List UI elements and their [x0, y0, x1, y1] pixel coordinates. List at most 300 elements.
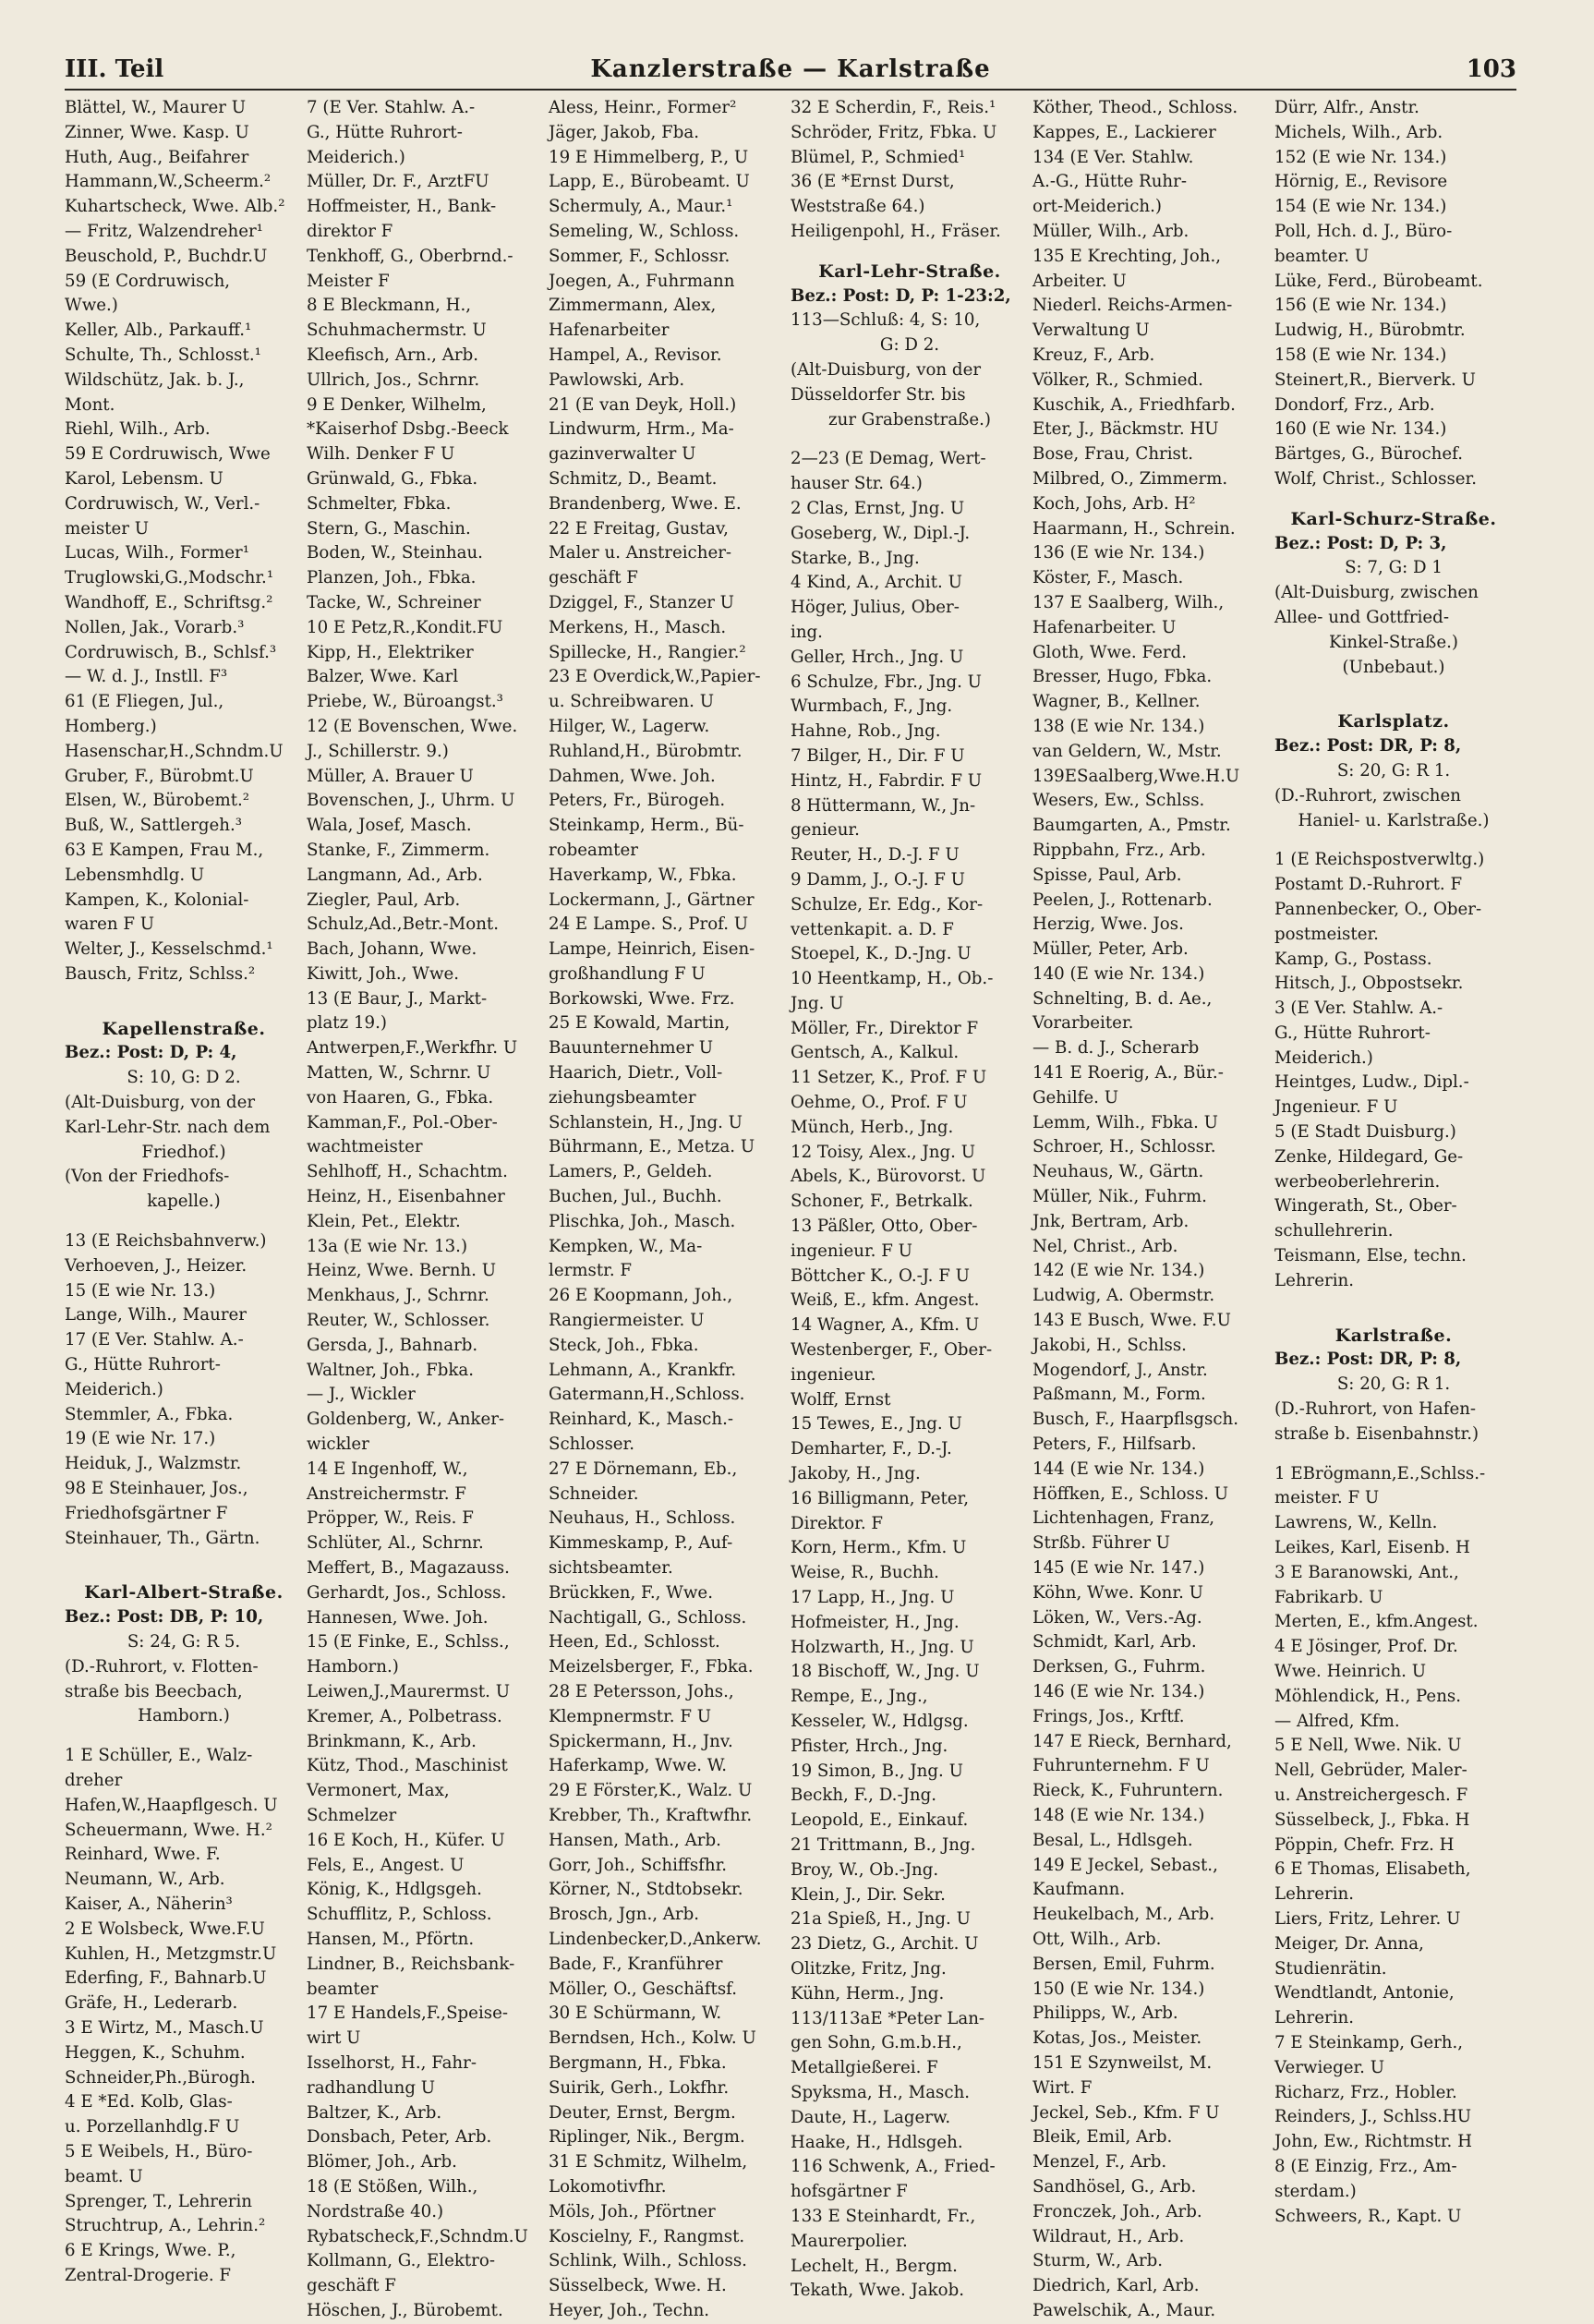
directory-entry: Struchtrup, A., Lehrin.²	[65, 2216, 266, 2236]
directory-entry: 19 E Himmelberg, P., U	[549, 147, 749, 167]
street-heading: Karlsplatz.	[1337, 711, 1450, 732]
directory-entry: Gentsch, A., Kalkul.	[791, 1043, 960, 1063]
directory-entry: Heggen, K., Schuhm.	[65, 2042, 246, 2063]
directory-entry: Spisse, Paul, Arb.	[1032, 865, 1182, 885]
directory-entry: Schnelting, B. d. Ae.,	[1032, 988, 1213, 1009]
directory-entry: 151 E Szynweilst, M.	[1032, 2052, 1213, 2073]
directory-entry: Körner, N., Stdtobsekr.	[549, 1880, 743, 1900]
directory-entry: Wingerath, St., Ober-	[1274, 1196, 1457, 1216]
directory-entry: Isselhorst, H., Fahr-	[307, 2052, 477, 2073]
directory-entry: Schmelter, Fbka.	[307, 493, 452, 514]
directory-entry: Süsselbeck, Wwe. H.	[549, 2276, 727, 2296]
directory-entry: 5 E Nell, Wwe. Nik. U	[1274, 1736, 1462, 1756]
directory-entry: Löken, W., Vers.-Ag.	[1032, 1607, 1202, 1628]
directory-entry: lermstr. F	[549, 1261, 633, 1281]
directory-entry: großhandlung F U	[549, 963, 706, 984]
directory-entry: Steinert,R., Bierverk. U	[1274, 369, 1476, 390]
directory-entry: Spillecke, H., Rangier.²	[549, 642, 746, 662]
directory-entry: Heintges, Ludw., Dipl.-	[1274, 1072, 1469, 1093]
directory-entry: Pöppin, Chefr. Frz. H	[1274, 1834, 1455, 1855]
directory-entry: Steinkamp, Herm., Bü-	[549, 816, 744, 836]
directory-entry: Heukelbach, M., Arb.	[1032, 1905, 1215, 1925]
directory-entry: 17 (E Ver. Stahlw. A.-	[65, 1330, 244, 1350]
directory-entry: Leopold, E., Einkauf.	[791, 1810, 969, 1831]
directory-entry: Bergmann, H., Fbka.	[549, 2052, 727, 2073]
directory-entry: Münch, Herb., Jng.	[791, 1117, 954, 1137]
directory-entry: 145 (E wie Nr. 147.)	[1032, 1558, 1205, 1579]
directory-entry: 16 E Koch, H., Küfer. U	[307, 1830, 505, 1850]
directory-entry: 3 E Baranowski, Ant.,	[1274, 1562, 1459, 1582]
directory-column-6	[1274, 96, 1513, 2229]
directory-entry: 7 Bilger, H., Dir. F U	[791, 745, 965, 766]
directory-entry: 17 Lapp, H., Jng. U	[791, 1588, 955, 1608]
directory-entry: Zinner, Wwe. Kasp. U	[65, 122, 249, 142]
directory-entry: Schulz,Ad.,Betr.-Mont.	[307, 914, 500, 935]
directory-entry: 149 E Jeckel, Sebast.,	[1032, 1855, 1218, 1875]
directory-entry: Gehilfe. U	[1032, 1087, 1119, 1108]
directory-entry: Gatermann,H.,Schloss.	[549, 1385, 745, 1405]
directory-entry: — W. d. J., Instll. F³	[65, 667, 228, 687]
directory-entry: Schlink, Wilh., Schloss.	[549, 2251, 747, 2271]
directory-entry: Schuhmachermstr. U	[307, 321, 487, 341]
header-rule	[65, 89, 1516, 91]
centered-note: S: 24, G: R 5.	[127, 1632, 241, 1652]
spacer	[1274, 1294, 1513, 1309]
directory-entry: postmeister.	[1274, 924, 1379, 944]
directory-entry: Düsseldorfer Str. bis	[791, 384, 966, 405]
directory-entry: Strßb. Führer U	[1032, 1533, 1171, 1554]
directory-entry: 5 E Weibels, H., Büro-	[65, 2141, 253, 2161]
directory-entry: hofsgärtner F	[791, 2182, 908, 2202]
directory-entry: Welter, J., Kesselschmd.¹	[65, 939, 273, 960]
directory-entry: — B. d. J., Scherarb	[1032, 1038, 1200, 1059]
directory-entry: 14 E Ingenhoff, W.,	[307, 1459, 468, 1479]
directory-entry: 28 E Petersson, Johs.,	[549, 1682, 734, 1701]
directory-entry: Geller, Hrch., Jng. U	[791, 647, 964, 667]
directory-entry: Lawrens, W., Kelln.	[1274, 1513, 1438, 1533]
directory-entry: Kipp, H., Elektriker	[307, 642, 474, 662]
directory-entry: Kappes, E., Lackierer	[1032, 122, 1216, 142]
directory-entry: 36 (E *Ernst Durst,	[791, 172, 955, 192]
directory-entry: beamter. U	[1274, 246, 1370, 266]
directory-entry: 4 E Jösinger, Prof. Dr.	[1274, 1637, 1458, 1657]
directory-entry: (Alt-Duisburg, von der	[65, 1093, 256, 1113]
directory-entry: Schmelzer	[307, 1805, 397, 1825]
directory-entry: (D.-Ruhrort, zwischen	[1274, 785, 1461, 805]
directory-entry: Fronczek, Joh., Arb.	[1032, 2201, 1202, 2221]
directory-entry: Gruber, F., Bürobmt.U	[65, 766, 254, 786]
centered-note: kapelle.)	[147, 1192, 221, 1212]
directory-entry: Hansen, M., Pförtn.	[307, 1929, 475, 1949]
directory-entry: Riplinger, Nik., Bergm.	[549, 2127, 745, 2148]
directory-entry: 138 (E wie Nr. 134.)	[1032, 716, 1205, 736]
directory-entry: Balzer, Wwe. Karl	[307, 667, 459, 687]
directory-entry: Köther, Theod., Schloss.	[1032, 98, 1238, 117]
directory-entry: Beuschold, P., Buchdr.U	[65, 246, 268, 266]
district-info: Bez.: Post: DB, P: 10,	[65, 1607, 264, 1628]
directory-entry: Peelen, J., Rottenarb.	[1032, 890, 1213, 910]
directory-entry: Priebe, W., Büroangst.³	[307, 692, 503, 712]
directory-entry: Müller, Dr. F., ArztFU	[307, 172, 489, 192]
directory-entry: u. Anstreichergesch. F	[1274, 1785, 1468, 1805]
directory-entry: 19 Simon, B., Jng. U	[791, 1761, 963, 1781]
directory-entry: 12 Toisy, Alex., Jng. U	[791, 1142, 976, 1162]
directory-entry: 160 (E wie Nr. 134.)	[1274, 419, 1447, 440]
directory-entry: Zimmermann, Alex,	[549, 296, 717, 316]
directory-entry: Jeckel, Seb., Kfm. F U	[1032, 2102, 1220, 2123]
directory-entry: Spickermann, H., Jnv.	[549, 1731, 733, 1751]
directory-entry: Meiger, Dr. Anna,	[1274, 1933, 1424, 1954]
directory-entry: Verwaltung U	[1032, 321, 1150, 341]
directory-entry: Oehme, O., Prof. F U	[791, 1093, 968, 1113]
directory-entry: schullehrerin.	[1274, 1221, 1394, 1241]
directory-entry: Müller, A. Brauer U	[307, 766, 474, 786]
directory-entry: Philipps, W., Arb.	[1032, 2003, 1178, 2024]
directory-entry: 18 Bischoff, W., Jng. U	[791, 1662, 980, 1682]
directory-entry: 8 E Bleckmann, H.,	[307, 296, 472, 316]
directory-entry: Müller, Peter, Arb.	[1032, 939, 1189, 960]
directory-entry: Goseberg, W., Dipl.-J.	[791, 523, 971, 543]
centered-note: S: 20, G: R 1.	[1336, 760, 1451, 781]
directory-entry: Rangiermeister. U	[549, 1311, 705, 1331]
directory-entry: hauser Str. 64.)	[791, 474, 923, 494]
directory-entry: 137 E Saalberg, Wilh.,	[1032, 592, 1225, 612]
directory-entry: Ullrich, Jos., Schrnr.	[307, 369, 480, 390]
directory-entry: Hafenarbeiter. U	[1032, 617, 1177, 637]
directory-entry: Lokomotivfhr.	[549, 2176, 667, 2197]
spacer	[1274, 695, 1513, 709]
directory-entry: Kaufmann.	[1032, 1880, 1126, 1900]
directory-entry: Wurmbach, F., Jng.	[791, 696, 953, 717]
directory-entry: Rempe, E., Jng.,	[791, 1687, 928, 1707]
directory-entry: Ruhland,H., Bürobmtr.	[549, 741, 743, 761]
directory-entry: Mogendorf, J., Anstr.	[1032, 1360, 1208, 1380]
directory-entry: 32 E Scherdin, F., Reis.¹	[791, 98, 996, 117]
directory-entry: von Haaren, G., Fbka.	[307, 1087, 494, 1108]
directory-entry: Lapp, E., Bürobeamt. U	[549, 172, 750, 192]
directory-entry: Lemm, Wilh., Fbka. U	[1032, 1112, 1218, 1132]
directory-entry: 10 E Petz,R.,Kondit.FU	[307, 617, 503, 637]
directory-entry: Hofmeister, H., Jng.	[791, 1612, 960, 1632]
directory-entry: König, K., Hdlgsgeh.	[307, 1880, 482, 1900]
directory-entry: ing.	[791, 622, 823, 642]
directory-entry: Kampen, K., Kolonial-	[65, 890, 249, 910]
directory-entry: Westenberger, F., Ober-	[791, 1340, 993, 1361]
directory-entry: 21a Spieß, H., Jng. U	[791, 1909, 971, 1930]
directory-entry: Baumgarten, A., Pmstr.	[1032, 816, 1231, 836]
spacer	[1274, 1309, 1513, 1324]
directory-entry: Möller, O., Geschäftsf.	[549, 1979, 738, 1999]
directory-entry: 6 Schulze, Fbr., Jng. U	[791, 672, 982, 692]
directory-entry: Schmidt, Karl, Arb.	[1032, 1632, 1197, 1652]
directory-entry: Joegen, A., Fuhrmann	[549, 271, 735, 291]
directory-entry: Scheuermann, Wwe. H.²	[65, 1820, 272, 1840]
directory-entry: 140 (E wie Nr. 134.)	[1032, 963, 1205, 984]
directory-entry: vettenkapit. a. D. F	[791, 919, 954, 939]
directory-entry: Merkens, H., Masch.	[549, 617, 727, 637]
directory-entry: Buß, W., Sattlergeh.³	[65, 816, 243, 836]
centered-note: S: 20, G: R 1.	[1336, 1374, 1451, 1395]
directory-entry: Schulze, Er. Edg., Kor-	[791, 894, 984, 914]
directory-entry: 7 (E Ver. Stahlw. A.-	[307, 98, 476, 117]
directory-entry: Menkhaus, J., Schrnr.	[307, 1286, 489, 1306]
centered-note: Friedhof.)	[141, 1142, 226, 1162]
directory-entry: Aless, Heinr., Former²	[549, 98, 737, 117]
directory-entry: Michels, Wilh., Arb.	[1274, 122, 1443, 142]
centered-note: S: 7, G: D 1	[1345, 558, 1443, 578]
directory-entry: direktor F	[307, 221, 393, 241]
street-range-title: Kanzlerstraße — Karlstraße	[590, 55, 991, 83]
directory-entry: 8 Hüttermann, W., Jn-	[791, 795, 976, 816]
directory-entry: G., Hütte Ruhrort-	[1274, 1023, 1431, 1043]
directory-entry: 14 Wagner, A., Kfm. U	[791, 1315, 980, 1336]
directory-entry: Bleik, Emil, Arb.	[1032, 2127, 1173, 2148]
directory-column-1	[65, 96, 303, 2289]
directory-entry: Tenkhoff, G., Oberbrnd.-	[307, 246, 513, 266]
directory-entry: Dziggel, F., Stanzer U	[549, 592, 735, 612]
directory-entry: Dahmen, Wwe. Joh.	[549, 766, 716, 786]
directory-entry: 19 (E wie Nr. 17.)	[65, 1429, 216, 1449]
directory-entry: Lehmann, A., Krankfr.	[549, 1360, 737, 1380]
directory-entry: Herzig, Wwe. Jos.	[1032, 914, 1184, 935]
directory-entry: Planzen, Joh., Fbka.	[307, 568, 477, 588]
directory-entry: Donsbach, Peter, Arb.	[307, 2127, 492, 2148]
directory-entry: straße b. Eisenbahnstr.)	[1274, 1423, 1479, 1444]
directory-entry: 13 (E Baur, J., Markt-	[307, 988, 488, 1009]
directory-entry: Leiwen,J.,Maurermst. U	[307, 1682, 511, 1701]
directory-entry: Kühn, Herm., Jng.	[791, 1983, 945, 2003]
directory-entry: Antwerpen,F.,Werkfhr. U	[307, 1038, 518, 1059]
directory-entry: Kreuz, F., Arb.	[1032, 345, 1155, 365]
directory-entry: Meiderich.)	[65, 1379, 163, 1399]
directory-entry: 150 (E wie Nr. 134.)	[1032, 1979, 1205, 1999]
directory-entry: Brandenberg, Wwe. E.	[549, 493, 742, 514]
directory-entry: Nollen, Jak., Vorarb.³	[65, 617, 245, 637]
directory-entry: Koscielny, F., Rangmst.	[549, 2226, 745, 2246]
directory-entry: Olitzke, Fritz, Jng.	[791, 1958, 947, 1979]
directory-entry: 133 E Steinhardt, Fr.,	[791, 2206, 976, 2226]
directory-entry: Beckh, F., D.-Jng.	[791, 1785, 937, 1806]
directory-entry: Hampel, A., Revisor.	[549, 345, 722, 365]
directory-entry: Goldenberg, W., Anker-	[307, 1410, 505, 1430]
directory-entry: Jngenieur. F U	[1274, 1097, 1398, 1118]
directory-entry: Allee- und Gottfried-	[1274, 607, 1449, 627]
directory-entry: Jnk, Bertram, Arb.	[1032, 1211, 1189, 1231]
directory-entry: 23 Dietz, G., Archit. U	[791, 1934, 979, 1955]
directory-entry: robeamter	[549, 840, 638, 860]
street-heading: Kapellenstraße.	[102, 1018, 266, 1039]
directory-entry: 1 E Schüller, E., Walz-	[65, 1746, 253, 1766]
directory-entry: Weststraße 64.)	[791, 197, 925, 217]
directory-entry: genieur.	[791, 820, 860, 841]
directory-entry: 15 (E Finke, E., Schlss.,	[307, 1632, 510, 1652]
directory-entry: Verwieger. U	[1274, 2057, 1385, 2077]
directory-entry: Leikes, Karl, Eisenb. H	[1274, 1538, 1470, 1558]
directory-entry: straße bis Beecbach,	[65, 1681, 243, 1701]
directory-entry: 152 (E wie Nr. 134.)	[1274, 147, 1447, 167]
directory-entry: Wolf, Christ., Schlosser.	[1274, 468, 1478, 489]
directory-entry: Wirt. F	[1032, 2077, 1093, 2098]
directory-entry: Semeling, W., Schloss.	[549, 221, 740, 241]
directory-entry: Suirik, Gerh., Lokfhr.	[549, 2077, 730, 2098]
directory-entry: Brosch, Jgn., Arb.	[549, 1905, 700, 1925]
directory-entry: G., Hütte Ruhrort-	[65, 1355, 221, 1375]
centered-note: Haniel- u. Karlstraße.)	[1298, 810, 1490, 830]
directory-entry: Müller, Wilh., Arb.	[1032, 221, 1189, 241]
district-info: Bez.: Post: D, P: 3,	[1274, 533, 1447, 553]
directory-entry: 13 Päßler, Otto, Ober-	[791, 1216, 978, 1237]
directory-entry: Metallgießerei. F	[791, 2058, 938, 2078]
directory-entry: Wwe.)	[65, 296, 118, 316]
directory-entry: Diedrich, Karl, Arb.	[1032, 2276, 1200, 2296]
directory-entry: Lebensmhdlg. U	[65, 865, 205, 885]
directory-entry: Neuhaus, H., Schloss.	[549, 1508, 736, 1529]
directory-entry: 1 EBrögmann,E.,Schlss.-	[1274, 1463, 1486, 1483]
directory-entry: sterdam.)	[1274, 2181, 1357, 2201]
directory-entry: Hahne, Rob., Jng.	[791, 721, 941, 742]
directory-entry: Zentral-Drogerie. F	[65, 2265, 232, 2285]
directory-entry: Kamp, G., Postass.	[1274, 949, 1432, 969]
directory-entry: Nell, Gebrüder, Maler-	[1274, 1761, 1467, 1781]
directory-entry: Verhoeven, J., Heizer.	[65, 1255, 248, 1276]
directory-entry: 2—23 (E Demag, Wert-	[791, 449, 986, 469]
spacer	[65, 1215, 303, 1229]
directory-entry: Lindner, B., Reichsbank-	[307, 1954, 515, 1974]
directory-entry: sichtsbeamter.	[549, 1558, 673, 1579]
directory-entry: Nordstraße 40.)	[307, 2201, 444, 2221]
directory-entry: Bose, Frau, Christ.	[1032, 444, 1193, 465]
spacer	[65, 1729, 303, 1744]
directory-entry: ort-Meiderich.)	[1032, 197, 1162, 217]
directory-entry: 61 (E Fliegen, Jul.,	[65, 692, 224, 712]
directory-entry: Niederl. Reichs-Armen-	[1032, 296, 1233, 316]
directory-entry: Matten, W., Schrnr. U	[307, 1063, 491, 1083]
directory-entry: 10 Heentkamp, H., Ob.-	[791, 969, 994, 989]
directory-entry: Koch, Johs, Arb. H²	[1032, 493, 1196, 514]
directory-entry: Haake, H., Hdlsgeh.	[791, 2132, 963, 2152]
directory-entry: Truglowski,G.,Modschr.¹	[65, 568, 274, 588]
directory-entry: Wandhoff, E., Schriftsg.²	[65, 592, 273, 612]
directory-entry: 12 (E Bovenschen, Wwe.	[307, 716, 518, 736]
directory-entry: Gerhardt, Jos., Schloss.	[307, 1582, 507, 1603]
directory-column-3	[549, 96, 787, 2324]
directory-entry: Sommer, F., Schlossr.	[549, 246, 731, 266]
directory-entry: Jakoby, H., Jng.	[791, 1464, 921, 1484]
directory-entry: Hamborn.)	[307, 1657, 399, 1677]
directory-entry: 144 (E wie Nr. 134.)	[1032, 1459, 1205, 1479]
directory-entry: Höschen, J., Bürobemt.	[307, 2300, 503, 2320]
directory-entry: ingenieur. F U	[791, 1241, 912, 1261]
directory-entry: 134 (E Ver. Stahlw.	[1032, 147, 1194, 167]
directory-entry: Karol, Lebensm. U	[65, 468, 223, 489]
directory-entry: Meffert, B., Magazauss.	[307, 1558, 510, 1579]
directory-entry: Kimmeskamp, P., Auf-	[549, 1533, 733, 1554]
directory-entry: Kütz, Thod., Maschinist	[307, 1756, 508, 1776]
directory-entry: Köhn, Wwe. Konr. U	[1032, 1582, 1203, 1603]
page-header	[65, 55, 1516, 92]
directory-entry: Kempken, W., Ma-	[549, 1236, 703, 1256]
directory-entry: Müller, Nik., Fuhrm.	[1032, 1187, 1207, 1207]
district-info: Bez.: Post: DR, P: 8,	[1274, 1350, 1462, 1370]
directory-entry: Weiß, E., kfm. Angest.	[791, 1290, 980, 1311]
directory-entry: 59 (E Cordruwisch,	[65, 271, 231, 291]
directory-entry: Höffken, E., Schloss. U	[1032, 1483, 1229, 1504]
directory-entry: Lichtenhagen, Franz,	[1032, 1508, 1215, 1529]
directory-entry: Stanke, F., Zimmerm.	[307, 840, 490, 860]
directory-entry: Brückken, F., Wwe.	[549, 1582, 713, 1603]
directory-entry: 9 E Denker, Wilhelm,	[307, 394, 487, 415]
directory-entry: Bresser, Hugo, Fbka.	[1032, 667, 1213, 687]
directory-entry: Haferkamp, Wwe. W.	[549, 1756, 728, 1776]
directory-entry: Peters, F., Hilfsarb.	[1032, 1434, 1197, 1455]
directory-entry: 3 (E Ver. Stahlw. A.-	[1274, 999, 1443, 1019]
directory-entry: John, Ew., Richtmstr. H	[1274, 2132, 1472, 2152]
directory-entry: Ott, Wilh., Arb.	[1032, 1929, 1162, 1949]
directory-entry: Gloth, Wwe. Ferd.	[1032, 642, 1187, 662]
directory-entry: Tacke, W., Schreiner	[307, 592, 481, 612]
directory-entry: Eter, J., Bäckmstr. HU	[1032, 419, 1219, 440]
directory-entry: Meister F	[307, 271, 390, 291]
directory-entry: 113—Schluß: 4, S: 10,	[791, 310, 981, 331]
directory-entry: (Alt-Duisburg, von der	[791, 359, 982, 380]
directory-entry: Wendtlandt, Antonie,	[1274, 1983, 1455, 2003]
spacer	[65, 987, 303, 1002]
directory-entry: Neumann, W., Arb.	[65, 1870, 225, 1890]
directory-entry: Schlanstein, H., Jng. U	[549, 1112, 743, 1132]
directory-entry: Heiligenpohl, H., Fräser.	[791, 221, 1001, 241]
directory-entry: Neuhaus, W., Gärtn.	[1032, 1162, 1204, 1182]
directory-entry: radhandlung U	[307, 2077, 436, 2098]
directory-entry: 158 (E wie Nr. 134.)	[1274, 345, 1447, 365]
directory-entry: 63 E Kampen, Frau M.,	[65, 840, 264, 860]
directory-entry: Sprenger, T., Lehrerin	[65, 2191, 252, 2211]
directory-entry: ingenieur.	[791, 1364, 876, 1385]
directory-entry: Riehl, Wilh., Arb.	[65, 419, 211, 440]
directory-entry: 143 E Busch, Wwe. F.U	[1032, 1311, 1231, 1331]
directory-entry: Fuhrunternehm. F U	[1032, 1756, 1210, 1776]
directory-entry: 18 (E Stößen, Wilh.,	[307, 2176, 478, 2197]
directory-entry: Milbred, O., Zimmerm.	[1032, 468, 1228, 489]
directory-entry: Pfister, Hrch., Jng.	[791, 1736, 948, 1756]
centered-note: (Unbebaut.)	[1342, 657, 1445, 677]
directory-entry: 23 E Overdick,W.,Papier-	[549, 667, 761, 687]
directory-entry: Reinhard, K., Masch.-	[549, 1410, 734, 1430]
directory-entry: dreher	[65, 1771, 123, 1790]
directory-entry: 154 (E wie Nr. 134.)	[1274, 197, 1447, 217]
directory-entry: Rybatscheck,F.,Schndm.U	[307, 2226, 528, 2246]
directory-entry: waren F U	[65, 914, 155, 935]
directory-entry: 4 Kind, A., Archit. U	[791, 573, 962, 593]
directory-entry: Weise, R., Buchh.	[791, 1563, 939, 1583]
directory-entry: Heiduk, J., Walzmstr.	[65, 1454, 242, 1474]
spacer	[65, 1566, 303, 1580]
directory-entry: Anstreichermstr. F	[307, 1483, 466, 1504]
directory-entry: Wagner, B., Kellner.	[1032, 692, 1201, 712]
directory-entry: werbeoberlehrerin.	[1274, 1171, 1441, 1192]
directory-entry: 21 (E van Deyk, Holl.)	[549, 394, 737, 415]
directory-entry: Kamman,F., Pol.-Ober-	[307, 1112, 498, 1132]
directory-entry: 148 (E wie Nr. 134.)	[1032, 1805, 1205, 1825]
directory-entry: Lange, Wilh., Maurer	[65, 1305, 247, 1325]
spacer	[1274, 833, 1513, 848]
directory-entry: Möhlendick, H., Pens.	[1274, 1686, 1462, 1706]
directory-entry: 141 E Roerig, A., Bür.-	[1032, 1063, 1224, 1083]
directory-entry: Broy, W., Ob.-Jng.	[791, 1859, 939, 1880]
directory-entry: Lehrerin.	[1274, 1884, 1355, 1905]
directory-entry: Schroer, H., Schlossr.	[1032, 1137, 1216, 1157]
directory-entry: 29 E Förster,K., Walz. U	[549, 1781, 753, 1801]
directory-entry: Sturm, W., Arb.	[1032, 2251, 1164, 2271]
